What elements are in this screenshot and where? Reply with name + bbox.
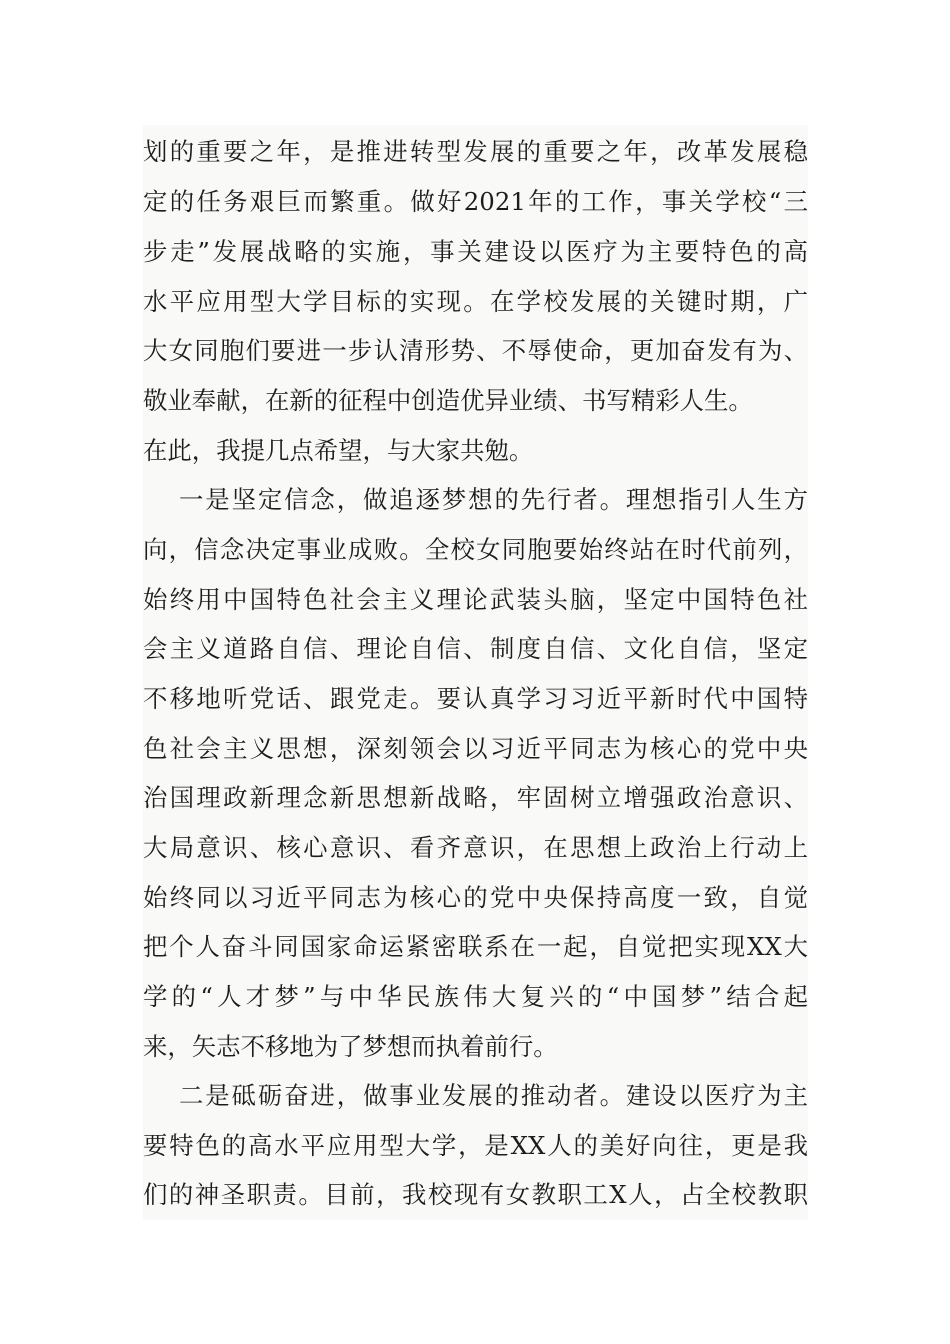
document-page — [143, 125, 808, 1220]
text-line: 步走”发展战略的实施，事关建设以医疗为主要特色的高 — [143, 237, 808, 266]
text-line: 学的“人才梦”与中华民族伟大复兴的“中国梦”结合起 — [143, 982, 808, 1011]
text-line: 来，矢志不移地为了梦想而执着前行。 — [143, 1032, 558, 1061]
text-line: 定的任务艰巨而繁重。做好2021年的工作，事关学校“三 — [143, 187, 808, 216]
text-line: 大局意识、核心意识、看齐意识，在思想上政治上行动上 — [143, 833, 808, 862]
text-line: 要特色的高水平应用型大学，是XX人的美好向往，更是我 — [143, 1131, 808, 1160]
paragraph-start-line: 一是坚定信念，做追逐梦想的先行者。理想指引人生方 — [179, 485, 808, 514]
text-line: 不移地听党话、跟党走。要认真学习习近平新时代中国特 — [143, 684, 808, 713]
text-line: 始终同以习近平同志为核心的党中央保持高度一致，自觉 — [143, 883, 808, 912]
text-line: 治国理政新理念新思想新战略，牢固树立增强政治意识、 — [143, 783, 808, 812]
text-line: 把个人奋斗同国家命运紧密联系在一起，自觉把实现XX大 — [143, 932, 808, 961]
text-line: 始终用中国特色社会主义理论武装头脑，坚定中国特色社 — [143, 585, 808, 614]
text-line: 划的重要之年，是推进转型发展的重要之年，改革发展稳 — [143, 137, 808, 166]
text-line: 色社会主义思想，深刻领会以习近平同志为核心的党中央 — [143, 734, 808, 763]
text-line: 向，信念决定事业成败。全校女同胞要始终站在时代前列， — [143, 535, 808, 564]
text-line: 水平应用型大学目标的实现。在学校发展的关键时期，广 — [143, 287, 808, 316]
paragraph-start-line: 二是砥砺奋进，做事业发展的推动者。建设以医疗为主 — [179, 1081, 808, 1110]
text-line: 敬业奉献，在新的征程中创造优异业绩、书写精彩人生。 — [143, 386, 753, 415]
text-line: 在此，我提几点希望，与大家共勉。 — [143, 436, 534, 465]
text-line: 会主义道路自信、理论自信、制度自信、文化自信，坚定 — [143, 634, 808, 663]
text-line: 们的神圣职责。目前，我校现有女教职工X人，占全校教职 — [143, 1180, 808, 1209]
text-line: 大女同胞们要进一步认清形势、不辱使命，更加奋发有为、 — [143, 336, 808, 365]
